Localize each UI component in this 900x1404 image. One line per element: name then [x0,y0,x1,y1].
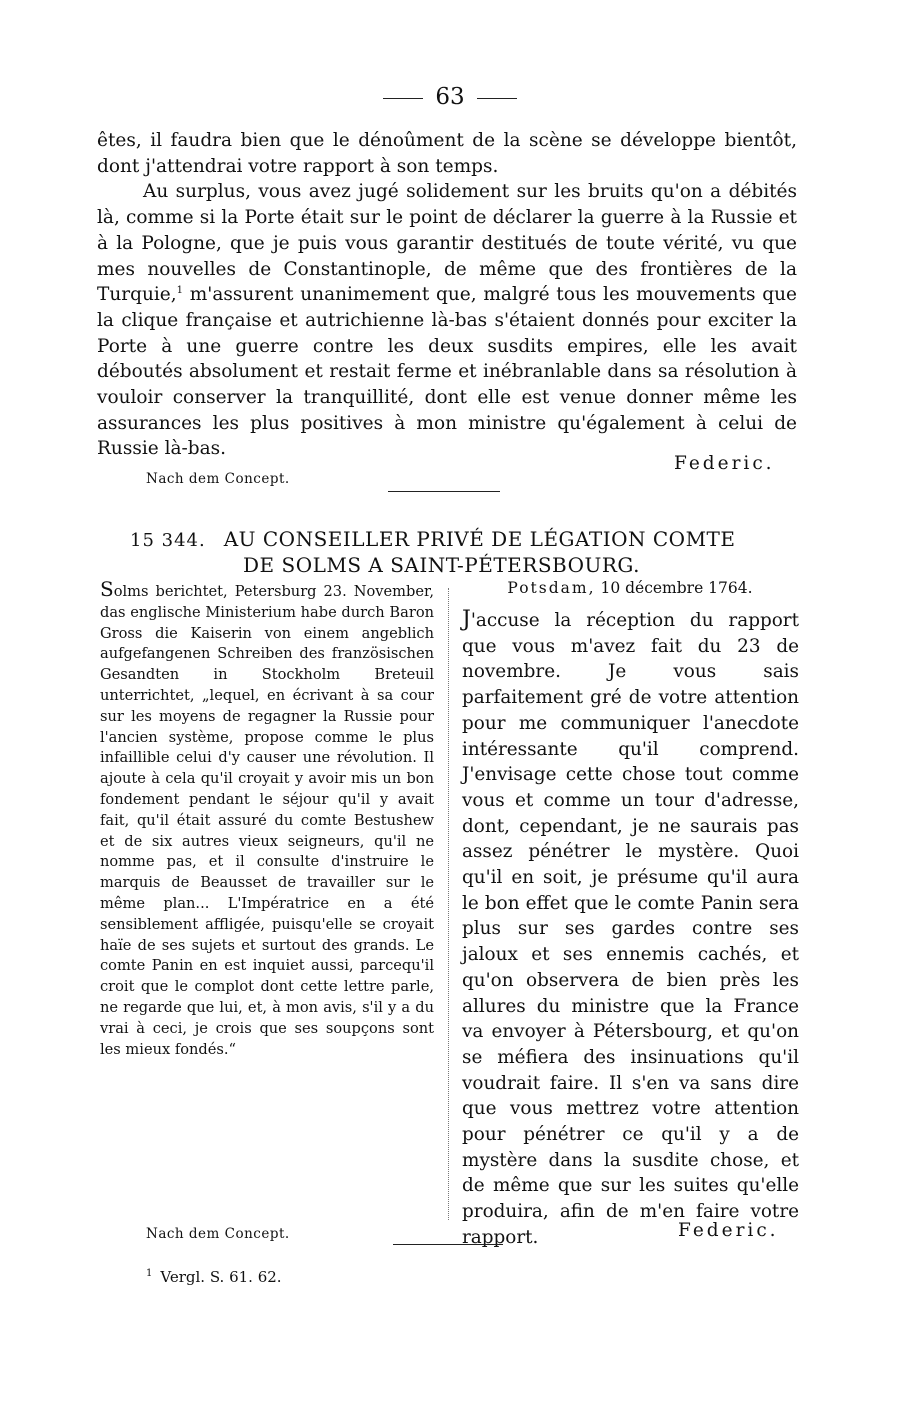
paragraph-2-part-2: m'assurent unanimement que, malgré tous les mouvements que la clique française et autrichienne là-bas s'étaient donnés pour exciter la Porte à une guerre contre les deux susdits empires, elle les avait déboutés absolument et restait ferme et inébranlable dans sa résolution à vouloir conserver la tranquillité, dont elle est venue donner même les assurances les plus positives à mon ministre qu'également à celui de Russie là-bas. [97,284,797,460]
summary-initial: S [100,577,114,601]
letter-column [462,607,799,1251]
footnote-text: Vergl. S. 61. 62. [160,1268,282,1286]
page-number-text: 63 [435,84,465,110]
column-divider [448,588,449,1220]
concept-note-top: Nach dem Concept. [146,471,290,487]
footnote [146,1268,282,1286]
concept-note-bottom: Nach dem Concept. [146,1226,290,1242]
paragraph-2 [97,179,797,462]
dateline-place: Potsdam, [507,579,596,597]
letter-text: 'accuse la réception du rapport que vous m'avez fait du 23 de novembre. Je vous sais parfaitement gré de votre attention pour me communiquer l'anecdote intéressante qu'il comprend. J'envisage cette chose tout comme vous et comme un tour d'adresse, dont, cependant, je ne saurais pas assez pénétrer le mystère. Quoi qu'il en soit, je présume qu'il aura le bon effet que le comte Panin sera plus sur ses gardes contre ses jaloux et ses ennemis cachés, et qu'on observera de bien près les allures du ministre que la France va envoyer à Pétersbourg, et qu'on se méfiera des insinuations qu'il voudrait faire. Il s'en va sans dire que vous mettrez votre attention pour pénétrer ce qu'il y a de mystère dans la susdite chose, et de même que sur les suites qu'elle produira, afin de m'en faire votre rapport. [462,610,799,1248]
page-number-dash-right [477,98,517,99]
continued-letter-text [97,128,797,462]
page-number-dash-left [383,98,423,99]
document-heading [130,527,780,577]
paragraph-1: êtes, il faudra bien que le dénoûment de la scène se développe bientôt, dont j'attendrai votre rapport à son temps. [97,130,797,177]
heading-line-1: AU CONSEILLER PRIVÉ DE LÉGATION COMTE [223,527,736,551]
summary-column [100,579,434,1060]
summary-text: olms berichtet, Petersburg 23. November, das englische Ministerium habe durch Baron Gross die Kaiserin von einem angeblich aufgefangenen Schreiben des französischen Gesandten in Stockholm Breteuil unterrichtet, „lequel, en écrivant à sa cour sur les moyens de regagner la Russie pour l'ancien système, propose comme le plus infaillible celui d'y causer une révolution. Il ajoute à cela qu'il croyait y avoir mis un bon fondement pendant le séjour qu'il y avait fait, qu'il était assuré du comte Bestushew et de six autres vieux seigneurs, qu'il ne nomme pas, et il consulte d'instruire le marquis de Beausset de travailler sur le même plan... L'Impératrice en a été sensiblement affligée, puisqu'elle se croyait haïe de ses sujets et surtout des grands. Le comte Panin en est inquiet aussi, parcequ'il croit que le complot dont cette lettre parle, ne regarde que lui, et, à mon avis, s'il y a du vrai à ceci, je crois que ses soupçons sont les mieux fondés.“ [100,583,434,1058]
heading-line-2: DE SOLMS A SAINT-PÉTERSBOURG. [243,553,641,577]
dateline [462,579,798,597]
page-number [0,84,900,110]
signature-federic-top: Federic. [674,453,775,474]
footnote-mark: 1 [146,1268,153,1279]
section-rule-top [388,491,500,492]
paragraph-2-part-1: Au surplus, vous avez jugé solidement sur les bruits qu'on a débités là, comme si la Porte était sur le point de déclarer la guerre à la Russie et à la Pologne, que je puis vous garantir destitués de toute vérité, vu que mes nouvelles de Constantinople, de même que des frontières de la Turquie, [97,181,797,306]
document-number: 15 344. [130,530,206,551]
footnote-reference: 1 [176,285,183,297]
section-rule-bottom [393,1244,503,1245]
letter-initial: J [462,607,471,632]
signature-federic-bottom: Federic. [678,1220,779,1241]
dateline-date: 10 décembre 1764. [595,579,753,597]
